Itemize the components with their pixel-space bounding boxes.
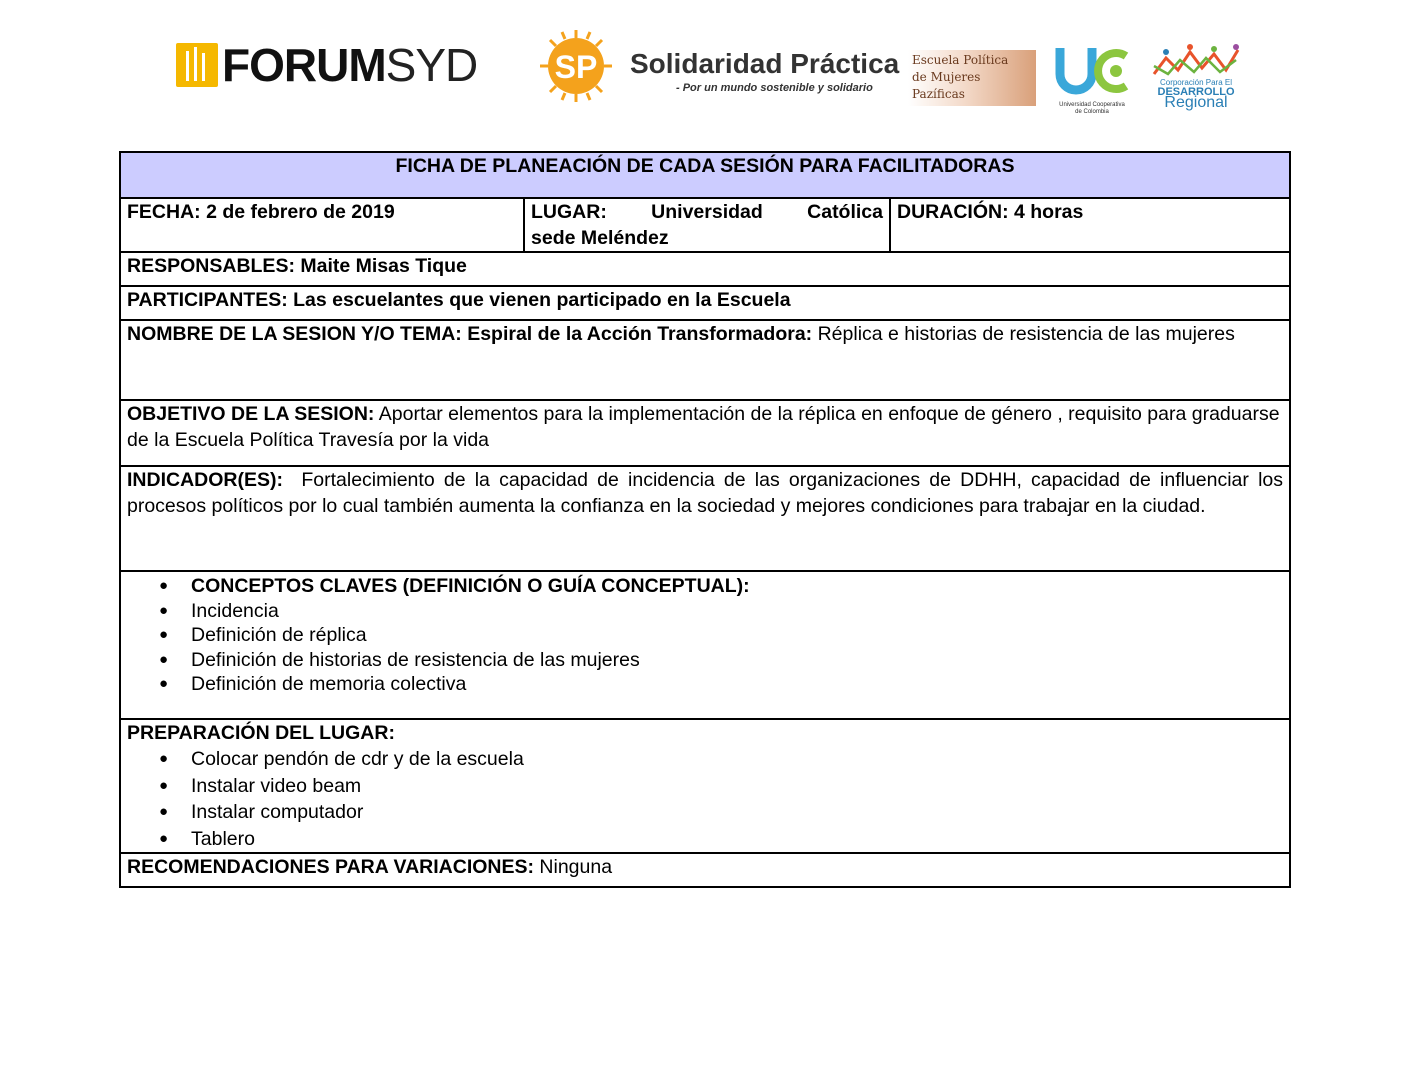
uc-mark-icon: [1046, 44, 1138, 102]
forumsyd-mark-icon: [176, 43, 218, 87]
table-row: [120, 853, 1290, 887]
conceptos-cell: [120, 571, 1290, 719]
table-row: [120, 400, 1290, 466]
solidaridad-practica-name: Solidaridad Práctica: [630, 48, 900, 79]
list-item: ● Instalar video beam: [191, 773, 1283, 800]
table-header-row: [120, 152, 1290, 198]
table-row: [120, 286, 1290, 320]
corporacion-desarrollo-regional-logo: Corporación Para El DESARROLLO Regional: [1150, 44, 1242, 108]
list-item: ● Tablero: [191, 826, 1283, 853]
list-item: ● CONCEPTOS CLAVES (DEFINICIÓN O GUÍA CONCEPTUAL):: [191, 574, 1283, 599]
table-row: [120, 719, 1290, 853]
fecha-cell: FECHA: 2 de febrero de 2019: [120, 198, 524, 252]
svg-text:SP: SP: [554, 49, 598, 85]
table-row: [120, 466, 1290, 571]
universidad-cooperativa-logo: Universidad Cooperativa de Colombia: [1046, 44, 1138, 116]
objetivo-cell: OBJETIVO DE LA SESION: Aportar elementos para la implementación de la réplica en enfoque de género , requisito para graduarse de la Escuela Política Travesía por la vida: [120, 400, 1290, 466]
table-row: [120, 571, 1290, 719]
table-row: [120, 198, 1290, 252]
logo-strip: [0, 0, 1408, 140]
sheet-title: FICHA DE PLANEACIÓN DE CADA SESIÓN PARA FACILITADORAS: [120, 152, 1290, 198]
list-item: ● Incidencia: [191, 599, 1283, 624]
list-item: ● Definición de historias de resistencia de las mujeres: [191, 648, 1283, 673]
duracion-cell: DURACIÓN: 4 horas: [890, 198, 1290, 252]
list-item: ● Definición de memoria colectiva: [191, 672, 1283, 697]
planning-sheet-table: [119, 151, 1291, 888]
preparacion-cell: [120, 719, 1290, 853]
cdr-people-icon: [1150, 44, 1242, 78]
forumsyd-logo: [176, 40, 477, 90]
table-row: [120, 252, 1290, 286]
responsables-cell: RESPONSABLES: Maite Misas Tique: [120, 252, 1290, 286]
nombre-sesion-cell: NOMBRE DE LA SESION Y/O TEMA: Espiral de la Acción Transformadora: Réplica e historias de resistencia de las mujeres: [120, 320, 1290, 400]
forumsyd-wordmark: FORUMSYD: [222, 39, 478, 91]
solidaridad-practica-tagline: - Por un mundo sostenible y solidario: [676, 82, 873, 94]
participantes-cell: PARTICIPANTES: Las escuelantes que vienen participado en la Escuela: [120, 286, 1290, 320]
list-item: ● Instalar computador: [191, 799, 1283, 826]
list-item: ● Colocar pendón de cdr y de la escuela: [191, 746, 1283, 773]
escuela-politica-logo: Escuela Política de Mujeres Pazíficas: [908, 50, 1036, 106]
recomendaciones-cell: RECOMENDACIONES PARA VARIACIONES: Ninguna: [120, 853, 1290, 887]
indicador-cell: INDICADOR(ES): Fortalecimiento de la capacidad de incidencia de las organizaciones de DDHH, capacidad de influenciar los procesos políticos por lo cual también aumenta la confianza en la sociedad y mejores condiciones para trabajar en la ciudad.: [120, 466, 1290, 571]
preparacion-label: PREPARACIÓN DEL LUGAR:: [127, 722, 395, 744]
lugar-cell: LUGAR: Universidad Católica sede Meléndez: [524, 198, 890, 252]
table-row: [120, 320, 1290, 400]
list-item: ● Definición de réplica: [191, 623, 1283, 648]
solidaridad-practica-sun-icon: [532, 28, 620, 104]
